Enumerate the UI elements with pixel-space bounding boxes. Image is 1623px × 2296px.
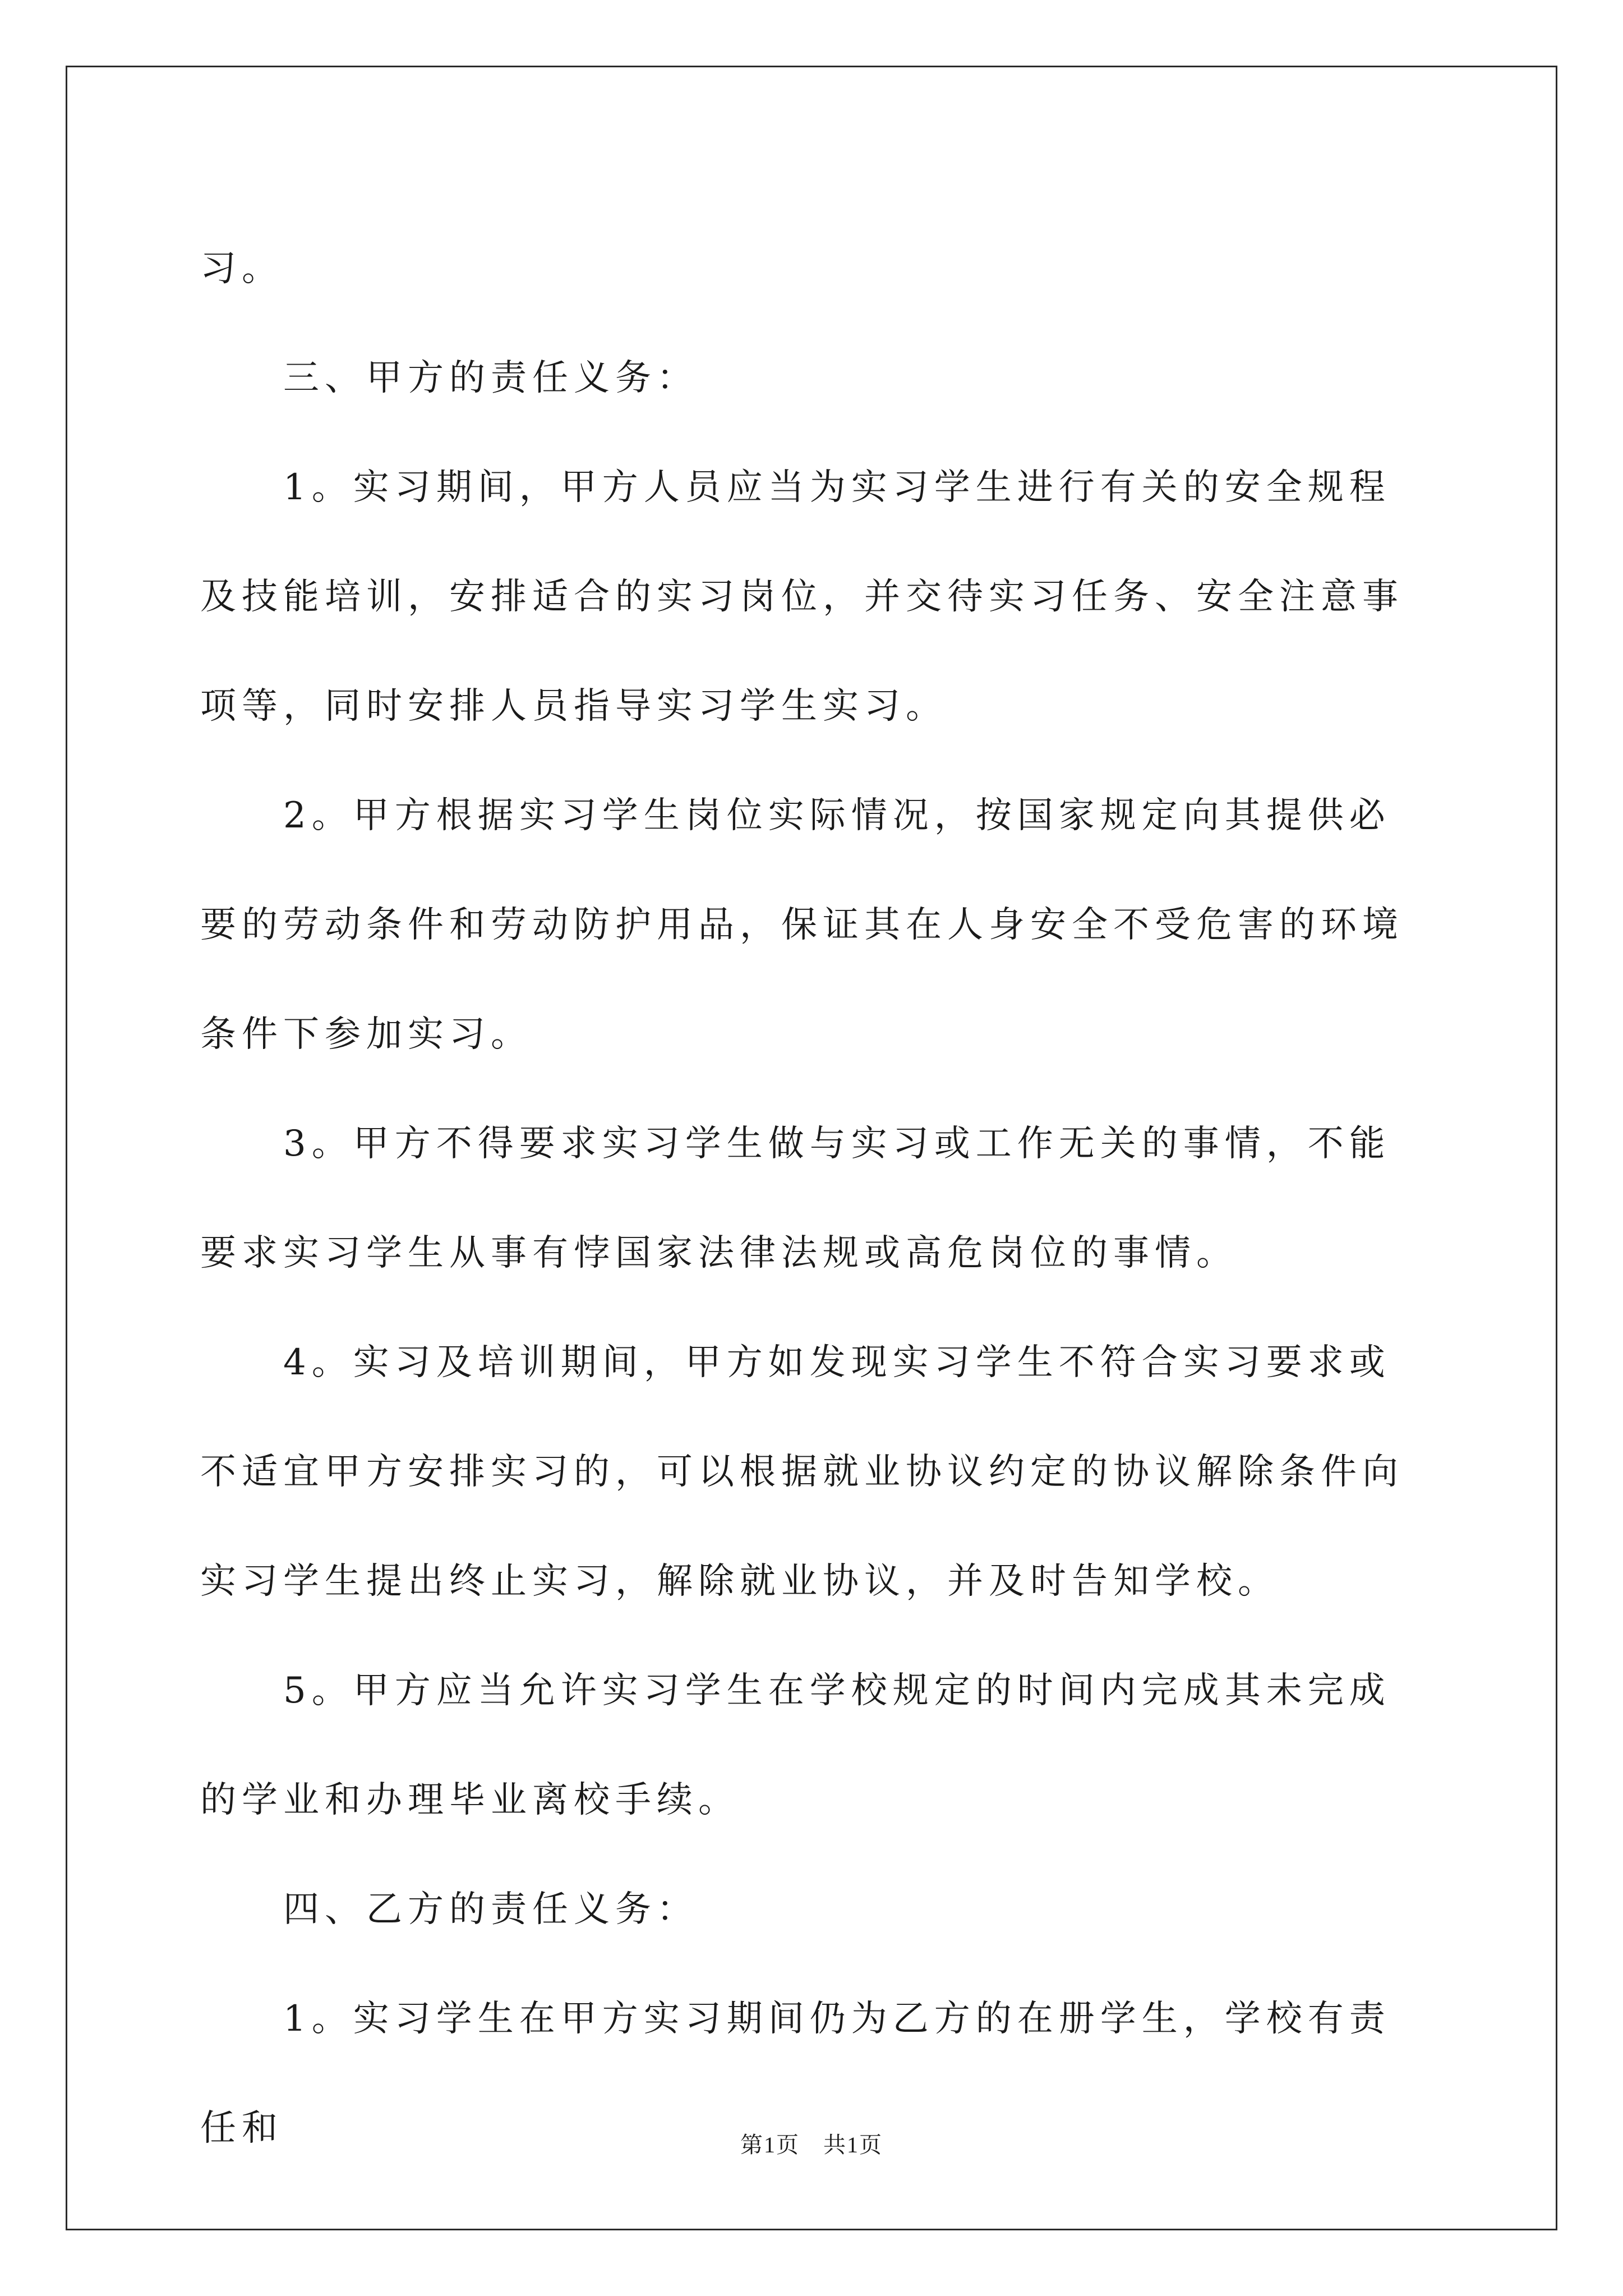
section-heading: 四、乙方的责任义务： xyxy=(283,1889,698,1930)
paragraph: 5。甲方应当允许实习学生在学校规定的时间内完成其未完成的学业和办理毕业离校手续。 xyxy=(200,1670,1391,1821)
paragraph: 3。甲方不得要求实习学生做与实习或工作无关的事情，不能要求实习学生从事有悖国家法律法规或高危岗位的事情。 xyxy=(200,1123,1391,1274)
paragraph: 习。 xyxy=(200,248,283,289)
document-body xyxy=(200,214,1423,2183)
page-number-footer: 第1页 共1页 xyxy=(740,2132,883,2157)
paragraph: 2。甲方根据实习学生岗位实际情况，按国家规定向其提供必要的劳动条件和劳动防护用品，保证其在人身安全不受危害的环境条件下参加实习。 xyxy=(200,795,1404,1055)
paragraph: 1。实习期间，甲方人员应当为实习学生进行有关的安全规程及技能培训，安排适合的实习岗位，并交待实习任务、安全注意事项等，同时安排人员指导实习学生实习。 xyxy=(200,467,1404,727)
paragraph: 1。实习学生在甲方实习期间仍为乙方的在册学生，学校有责任和 xyxy=(200,1998,1391,2149)
section-heading: 三、甲方的责任义务： xyxy=(283,357,698,399)
paragraph: 4。实习及培训期间，甲方如发现实习学生不符合实习要求或不适宜甲方安排实习的，可以根据就业协议约定的协议解除条件向实习学生提出终止实习，解除就业协议，并及时告知学校。 xyxy=(200,1342,1404,1602)
